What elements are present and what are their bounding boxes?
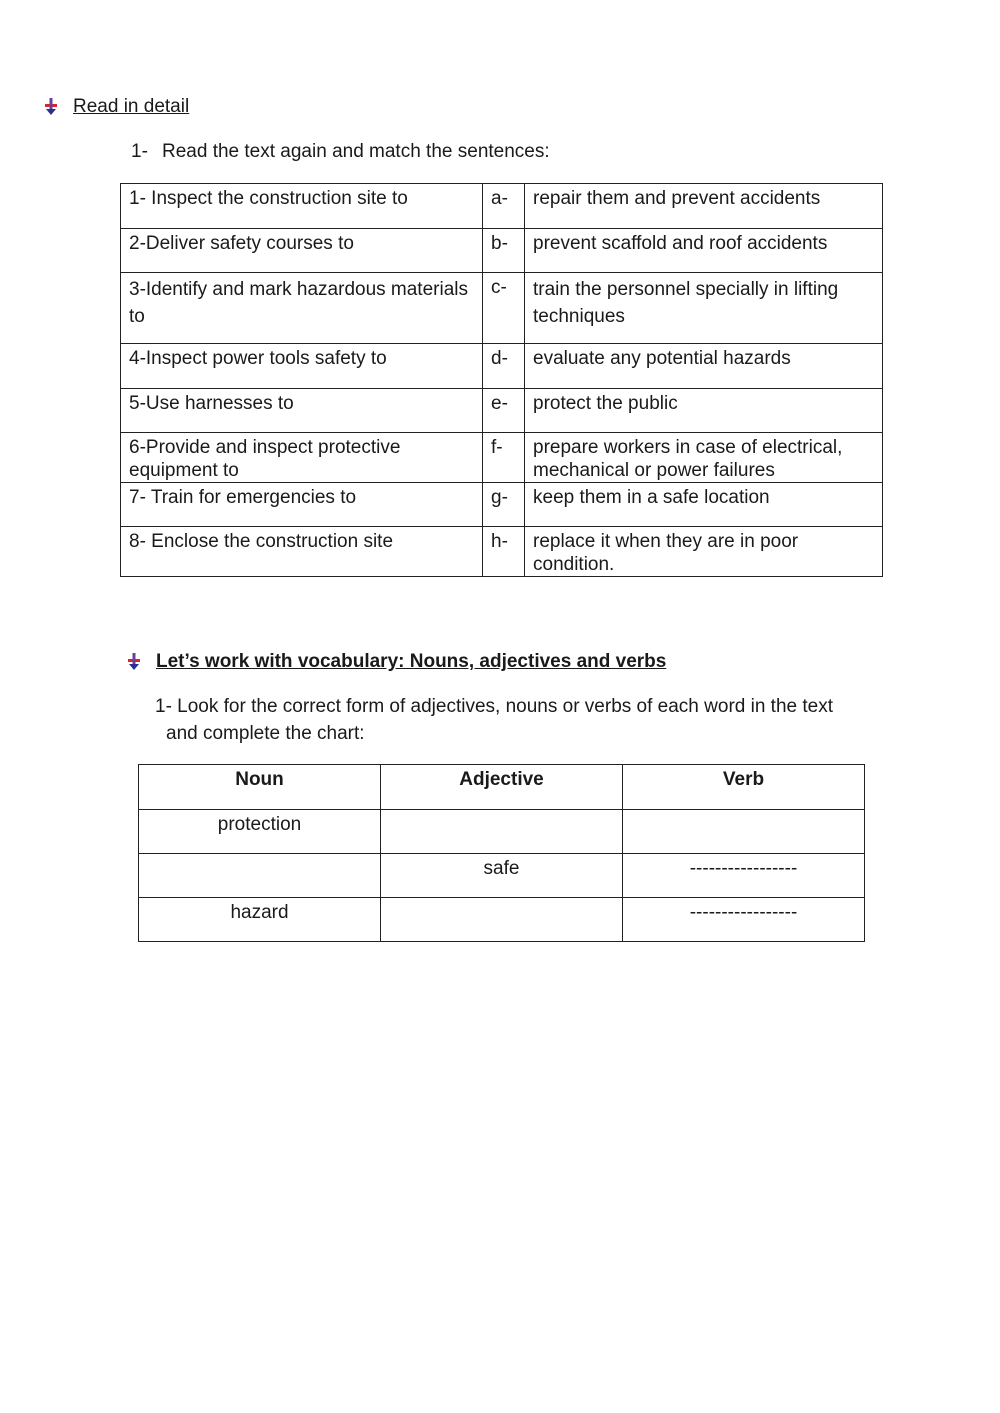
- option-letter: g-: [483, 483, 525, 527]
- column-header-noun: Noun: [139, 765, 381, 810]
- arrow-bullet-icon: [41, 97, 61, 117]
- table-row: [121, 483, 883, 527]
- noun-cell[interactable]: [139, 854, 381, 898]
- table-row: [121, 389, 883, 433]
- table-row: [139, 854, 865, 898]
- table-row: [121, 344, 883, 389]
- sentence-start: 4-Inspect power tools safety to: [121, 344, 483, 389]
- sentence-end: repair them and prevent accidents: [525, 184, 883, 229]
- sentence-end: prevent scaffold and roof accidents: [525, 229, 883, 273]
- sentence-end: replace it when they are in poor condition.: [525, 527, 883, 577]
- verb-cell: -----------------: [623, 898, 865, 942]
- sentence-start: 6-Provide and inspect protective equipment to: [121, 433, 483, 483]
- sentence-start: 1- Inspect the construction site to: [121, 184, 483, 229]
- sentence-end: evaluate any potential hazards: [525, 344, 883, 389]
- sentence-end: prepare workers in case of electrical, mechanical or power failures: [525, 433, 883, 483]
- option-letter: e-: [483, 389, 525, 433]
- section-heading-read-in-detail: Read in detail: [73, 96, 190, 117]
- table-row: [121, 527, 883, 577]
- table-row: [121, 184, 883, 229]
- sentence-end: protect the public: [525, 389, 883, 433]
- noun-cell: hazard: [139, 898, 381, 942]
- sentence-end: keep them in a safe location: [525, 483, 883, 527]
- adjective-cell[interactable]: [381, 898, 623, 942]
- verb-cell: -----------------: [623, 854, 865, 898]
- option-letter: h-: [483, 527, 525, 577]
- sentence-start: 7- Train for emergencies to: [121, 483, 483, 527]
- sentence-start: 2-Deliver safety courses to: [121, 229, 483, 273]
- column-header-verb: Verb: [623, 765, 865, 810]
- column-header-adjective: Adjective: [381, 765, 623, 810]
- arrow-bullet-icon: [124, 652, 144, 672]
- option-letter: d-: [483, 344, 525, 389]
- adjective-cell[interactable]: [381, 810, 623, 854]
- table-row: [139, 898, 865, 942]
- sentence-start: 5-Use harnesses to: [121, 389, 483, 433]
- sentence-end: train the personnel specially in lifting techniques: [525, 273, 883, 344]
- noun-cell: protection: [139, 810, 381, 854]
- option-letter: f-: [483, 433, 525, 483]
- table-row: [139, 810, 865, 854]
- matching-table: [120, 183, 883, 577]
- table-header-row: [139, 765, 865, 810]
- table-row: [121, 273, 883, 344]
- verb-cell[interactable]: [623, 810, 865, 854]
- instruction-match: Read the text again and match the sentences:: [162, 141, 550, 162]
- option-letter: a-: [483, 184, 525, 229]
- option-letter: b-: [483, 229, 525, 273]
- option-letter: c-: [483, 273, 525, 344]
- section-heading-vocabulary: Let’s work with vocabulary: Nouns, adjectives and verbs: [156, 651, 667, 672]
- adjective-cell: safe: [381, 854, 623, 898]
- instruction-number: 1-: [131, 141, 148, 162]
- table-row: [121, 433, 883, 483]
- vocabulary-chart: [138, 764, 865, 942]
- sentence-start: 3-Identify and mark hazardous materials to: [121, 273, 483, 344]
- instruction-vocabulary-line1: 1- Look for the correct form of adjectives, nouns or verbs of each word in the text: [155, 696, 833, 717]
- instruction-vocabulary-line2: and complete the chart:: [166, 723, 365, 744]
- table-row: [121, 229, 883, 273]
- sentence-start: 8- Enclose the construction site: [121, 527, 483, 577]
